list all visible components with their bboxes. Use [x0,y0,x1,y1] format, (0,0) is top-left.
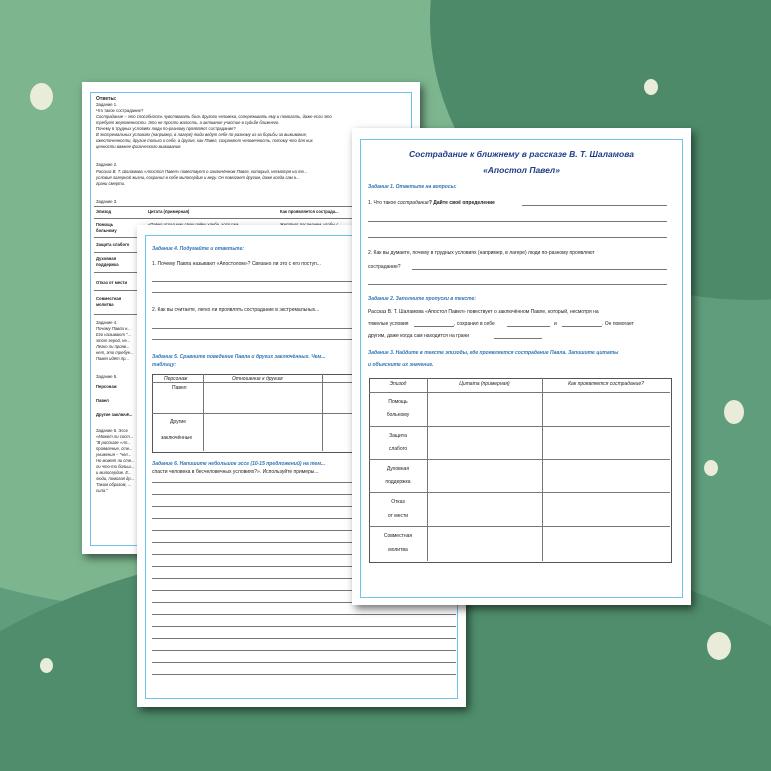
task1-title: Задание 1. Ответьте на вопросы: [368,184,457,190]
table-cell: Персонаж [96,384,117,389]
task5-label: Задание 5. [96,374,118,379]
answer-line [152,614,456,615]
table-cell: Совместная [96,296,122,301]
task2-text: другим, даже когда сам находится на грани [368,333,470,339]
task5-subtitle: таблицу: [152,362,177,368]
table-cell: Павел [96,398,109,403]
blank-line [507,326,550,327]
answer-line [412,269,667,270]
table-cell: Отказ [391,499,405,505]
decor-dot [40,658,53,673]
answers-line: ожесточенности, другие только о себе, а другие, как Павел, сохраняют человечность, потому что для них [96,138,313,143]
question-1-prefix: 1. Что такое [368,200,398,206]
blank-line [494,338,542,339]
answers-line: люди, помогая др... [96,476,135,481]
answer-line [522,205,667,206]
answers-line: Сострадание – это способность чувствовать боль другого человека, сопереживать ему и помогать, даже если это [96,114,332,119]
table-cell: Защита [389,433,407,439]
answers-line: Таким образом, ... [96,482,132,487]
task6-title: Задание 6. Напишите небольшое эссе (10-15 предложений) на тем... [152,461,326,467]
table-cell: больному [96,228,117,233]
task6-subtitle: спасти человека в бесчеловечных условиях?». Используйте примеры... [152,469,319,475]
answer-line [368,237,667,238]
task2-text: Рассказ В. Т. Шаламова «Апостол Павел» повествует о заключённом Павле, который, несмотря на [368,309,599,315]
table-cell: поддержка [385,479,411,485]
table-cell: молитва [96,302,114,307]
answers-line: сила." [96,488,108,493]
table-line [369,492,670,493]
answer-line [152,662,456,663]
table-header: Отношение к другим [232,376,283,382]
task4-title: Задание 4. Подумайте и ответьте: [152,246,245,252]
task2-text: . Он помогает [602,321,634,327]
table-cell: Другие заключё... [96,412,133,417]
answers-heading: Ответы: [96,96,117,102]
worksheet-subtitle: «Апостол Павел» [483,165,560,175]
answers-line: Почему в трудных условиях люди по-разному проявляют сострадание? [96,126,236,131]
answers-line: «Может ли сост... [96,434,134,439]
answers-line: Его называют "... [96,332,132,337]
task3-subtitle: и объясните их значение. [368,362,434,368]
decor-dot [724,400,744,424]
answers-line: грани смерти. [96,181,126,186]
tasks-page-1 [352,128,691,605]
table-header: Персонаж [164,376,188,382]
answers-line: Легко ли прояв... [96,344,130,349]
table-cell: слабого [388,446,408,452]
table-cell: Защита слабого [96,242,130,247]
answers-line: Рассказ В. Т. Шаламова «Апостол Павел» повествует о заключённом Павле, который, несмотря на тя... [96,169,308,174]
answers-line: этот герой, не... [96,338,131,343]
answer-line [152,650,456,651]
task2-text: и [554,321,557,327]
task3-title: Задание 3. Найдите в тексте эпизоды, где проявляется сострадание Павла. Запишите цитаты [368,350,619,356]
task2-text: тяжелые условия [368,321,409,327]
table-line [542,378,543,561]
table-line [203,374,204,451]
task5-title: Задание 5. Сравните поведение Павла и других заключённых. Чем... [152,354,326,360]
answers-line: Что такое сострадание? [96,108,144,113]
table-cell: больному [386,412,410,418]
question-2: 2. Как вы думаете, почему в трудных условиях (например, в лагере) люди по-разному проявляют [368,250,595,256]
task2-title: Задание 2. Заполните пропуски в тексте: [368,296,476,302]
table-cell: Помощь [96,222,114,227]
question-1 [368,200,495,206]
answer-line [368,221,667,222]
table-header: Цитата (примерная) [148,209,190,214]
table-header: Эпизод [389,381,407,387]
question-1-suffix: ? Дайте своё определение [428,200,495,206]
table-cell: Помощь [388,399,408,405]
decor-dot [704,460,718,476]
answers-line: условия лагерной жизни, сохранил в себе милосердие и веру. Он помогает другим, даже когда сам н... [96,175,300,180]
table-cell: Духовная [96,256,117,261]
task3-label: Задание 3. [96,199,118,204]
question-2-cont: сострадание? [368,264,401,270]
blank-line [562,326,602,327]
decor-dot [707,632,731,660]
table-line [369,526,670,527]
question: 1. Почему Павла называют «Апостолом»? Связано ли это с его поступ... [152,261,321,267]
decor-dot [30,83,53,110]
blank-line [414,326,454,327]
answers-line: "В рассказе «Ап... [96,440,131,445]
answers-line: Задание 2. [96,162,118,167]
answer-line [152,674,456,675]
answers-line: нет, это требуе... [96,350,134,355]
task6-label: Задание 6. Эссе [96,428,128,433]
table-header: Как проявляется сострада... [280,209,339,214]
answers-line: проявление, сте... [96,446,133,451]
answers-line: В экстремальных условиях (например, в лагере) люди ведут себя по-разному из-за борьбы за выживание, [96,132,308,137]
table-line [322,374,323,451]
answers-line: ценности важнее физического выживания. [96,144,182,149]
table-cell: заключённые [161,435,193,441]
decor-dot [644,79,658,95]
table-cell: поддержка [96,262,119,267]
question: 2. Как вы считаете, легко ли проявлять сострадание в экстремальных... [152,307,320,313]
table-cell: от мести [387,513,409,519]
question-1-term: сострадание [397,200,429,206]
table-cell: Совместная [383,533,413,539]
table-header: Эпизод [96,209,112,214]
task2-text: , сохранил в себе [454,321,495,327]
table-cell: Духовная [386,466,410,472]
task4-label: Задание 4. [96,320,118,325]
table-cell: молитва [388,547,408,553]
table-cell: Павел [172,385,187,391]
answers-line: и милосердие. Е... [96,470,132,475]
table-line [427,378,428,561]
answer-line [368,284,667,285]
table-header: Цитата (примерная) [459,381,510,387]
answers-line: унижения – "чел... [96,452,132,457]
answers-line: Почему Павла н... [96,326,131,331]
table-line [369,426,670,427]
table-line [369,459,670,460]
answer-line [152,626,456,627]
answers-line: требует жертвенности. Это не просто жалость, а активное участие в судьбе ближнего. [96,120,280,125]
answers-line: ли что-то больш... [96,464,135,469]
answers-line: Павел идёт пр... [96,356,129,361]
answers-line: Но может ли сте... [96,458,135,463]
answers-line: Задание 1. [96,102,118,107]
answer-line [152,638,456,639]
table-cell: Отказ от мести [96,280,128,285]
table-cell: Другие [170,419,187,425]
table-line [369,392,670,393]
table-header: Как проявляется сострадание? [568,381,644,387]
worksheet-title: Сострадание к ближнему в рассказе В. Т. Шаламова [409,149,634,159]
